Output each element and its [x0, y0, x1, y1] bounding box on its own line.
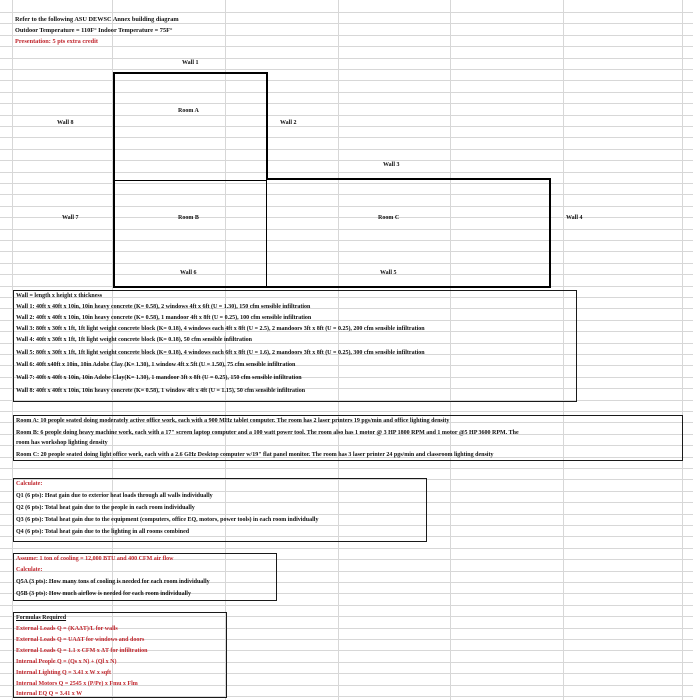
room-b-label: Room B [178, 215, 199, 221]
wall-spec-8: Wall 8: 40ft x 40ft x 10in, 10in heavy concrete (K= 0.58), 1 window 4ft x 4ft (U = 1.15), 50 cfm sensible infiltration [16, 388, 306, 394]
wall-1-line [113, 72, 268, 74]
grid-row-line [0, 206, 693, 207]
header-line-2: Outdoor Temperature = 110F° Indoor Temperature = 75F° [15, 27, 173, 34]
room-b-description-cont: room has workshop lighting density [16, 440, 108, 446]
grid-row-line [0, 115, 693, 116]
wall-4-line [549, 178, 551, 288]
wall-3-line [266, 178, 551, 180]
room-b-description: Room B: 6 people doing heavy machine work, each with a 17" screen laptop computer and a 100 watt power tool. The room also has 1 motor @ 3 HP 1800 RPM and 1 motor @5 HP 3600 RPM. The [16, 430, 519, 436]
grid-row-line [0, 411, 693, 412]
grid-row-line [0, 46, 693, 47]
wall-4-label: Wall 4 [566, 215, 583, 221]
grid-row-line [0, 194, 693, 195]
grid-row-line [0, 23, 693, 24]
wall-2-line [266, 72, 268, 180]
grid-row-line [0, 69, 693, 70]
wall-8-label: Wall 8 [57, 120, 74, 126]
grid-column-line [682, 0, 683, 700]
grid-row-line [0, 35, 693, 36]
wall-spec-4: Wall 4: 40ft x 30ft x 1ft, 1ft light weight concrete block (K= 0.18), 50 cfm sensible infiltration [16, 337, 252, 343]
grid-row-line [0, 126, 693, 127]
grid-row-line [0, 251, 693, 252]
wall-7-label: Wall 7 [62, 215, 79, 221]
grid-row-line [0, 160, 693, 161]
grid-row-line [0, 103, 693, 104]
wall-spec-5: Wall 5: 80ft x 30ft x 1ft, 1ft light weight concrete block (K= 0.18), 4 windows each 6ft x 8ft (U = 1.6), 2 mandoors 3ft x 8ft (U = 0.25), 300 cfm sensible infiltration [16, 350, 425, 356]
grid-row-line [0, 217, 693, 218]
formula-people: Internal People Q = (Qs x N) + (Ql x N) [16, 659, 117, 665]
question-q3: Q3 (6 pts): Total heat gain due to the equipment (computers, office EQ, motors, power tools) in each room individually [16, 517, 319, 523]
calculate-title-1: Calculate: [16, 481, 43, 487]
formula-windows-doors: External Loads Q = UAΔT for windows and doors [16, 637, 145, 643]
formula-walls: External Loads Q = (KAΔT)/L for walls [16, 626, 118, 632]
wall-6-label: Wall 6 [180, 270, 197, 276]
grid-row-line [0, 240, 693, 241]
wall-1-label: Wall 1 [182, 60, 199, 66]
wall-5-6-line [113, 286, 551, 288]
room-a-b-divider [115, 180, 266, 181]
room-a-label: Room A [178, 108, 199, 114]
assume-text: Assume: 1 ton of cooling = 12,000 BTU and 400 CFM air flow [16, 556, 174, 562]
formula-equipment: Internal EQ Q = 3.41 x W [16, 691, 83, 697]
wall-3-label: Wall 3 [383, 162, 400, 168]
wall-spec-1: Wall 1: 40ft x 40ft x 10in, 10in heavy concrete (K= 0.58), 2 windows 4ft x 6ft (U = 1.30), 150 cfm sensible infiltration [16, 304, 311, 310]
grid-row-line [0, 58, 693, 59]
grid-row-line [0, 92, 693, 93]
grid-row-line [0, 12, 693, 13]
question-q4: Q4 (6 pts): Total heat gain due to the lighting in all rooms combined [16, 529, 190, 535]
wall-spec-2: Wall 2: 40ft x 40ft x 10in, 10in heavy concrete (K= 0.58), 1 mandoor 4ft x 8ft (U = 0.25), 100 cfm sensible infiltration [16, 315, 312, 321]
room-b-c-divider [266, 180, 267, 286]
grid-row-line [0, 274, 693, 275]
question-q5b: Q5B (3 pts): How much airflow is needed for each room individually [16, 591, 191, 597]
wall-2-label: Wall 2 [280, 120, 297, 126]
grid-row-line [0, 149, 693, 150]
wall-5-label: Wall 5 [380, 270, 397, 276]
wall-formula-intro: Wall = length x height x thickness [16, 293, 103, 299]
grid-row-line [0, 468, 693, 469]
room-c-label: Room C [378, 215, 400, 221]
wall-spec-7: Wall 7: 40ft x 40ft x 10in, 10in Adobe Clay(K= 1.30), 1 mandoor 3ft x 8ft (U = 0.25), 150 cfm sensible infiltration [16, 375, 302, 381]
grid-row-line [0, 183, 693, 184]
formula-lighting: Internal Lighting Q = 3.41 x W x sqft [16, 670, 112, 676]
calculate-title-2: Calculate: [16, 567, 43, 573]
formulas-title: Formulas Required [16, 615, 67, 621]
wall-spec-6: Wall 6: 40ft x40ft x 10in, 10in Adobe Clay (K= 1.30), 1 window 4ft x 5ft (U = 1.50), 75 cfm sensible infiltration [16, 362, 296, 368]
formula-infiltration: External Loads Q = 1.1 x CFM x ΔT for infiltration [16, 648, 148, 654]
grid-row-line [0, 172, 693, 173]
room-c-description: Room C: 20 people seated doing light office work, each with a 2.6 GHz Desktop computer w/19" flat panel monitor. The room has 3 laser printer 24 pgs/min and classroom lighting density [16, 452, 494, 458]
formula-motors: Internal Motors Q = 2545 x (P/Pe) x Fmu x Flm [16, 681, 138, 687]
grid-row-line [0, 548, 693, 549]
header-line-1: Refer to the following ASU DEWSC Annex building diagram [15, 16, 179, 23]
grid-row-line [0, 229, 693, 230]
question-q1: Q1 (6 pts): Heat gain due to exterior heat loads through all walls individually [16, 493, 213, 499]
wall-spec-3: Wall 3: 80ft x 30ft x 1ft, 1ft light weight concrete block (K= 0.18), 4 windows each 4ft x 8ft (U = 2.5), 2 mandoors 3ft x 8ft (U = 0.25), 200 cfm sensible infiltration [16, 326, 425, 332]
question-q2: Q2 (6 pts): Total heat gain due to the people in each room individually [16, 505, 195, 511]
room-a-description: Room A: 10 people seated doing moderately active office work, each with a 900 MHz tablet computer. The room has 2 laser printers 19 pgs/min and office lighting density [16, 418, 450, 424]
grid-row-line [0, 137, 693, 138]
question-q5a: Q5A (3 pts): How many tons of cooling is needed for each room individually [16, 579, 210, 585]
grid-row-line [0, 263, 693, 264]
grid-row-line [0, 80, 693, 81]
header-line-3: Presentation: 5 pts extra credit [15, 38, 99, 45]
grid-row-line [0, 605, 693, 606]
